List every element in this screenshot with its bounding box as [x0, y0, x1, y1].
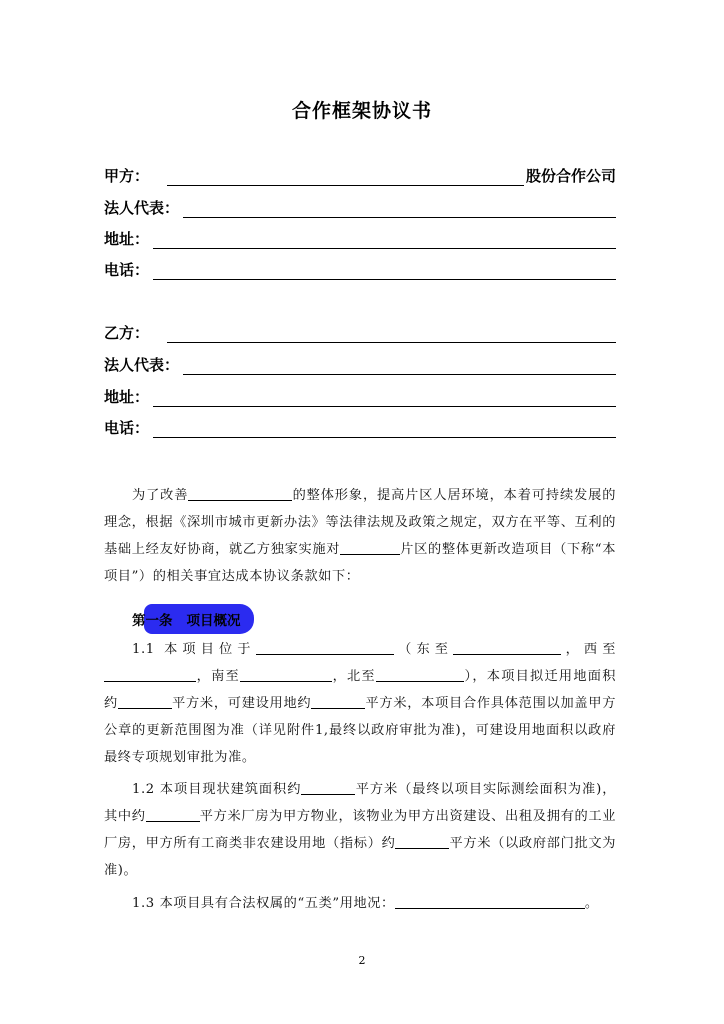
clause-1-1-text-1: 1.1 本项目位于 [132, 642, 256, 657]
clause-1-1-text-2: （东至 [393, 642, 454, 657]
article-1-heading [132, 606, 241, 632]
party-b-rep-label: 法人代表： [104, 356, 180, 374]
party-b-name-label: 乙方： [104, 324, 150, 342]
south-blank[interactable] [240, 667, 332, 682]
party-b-phone-blank[interactable] [153, 423, 616, 438]
five-types-land-blank[interactable] [395, 894, 585, 909]
location-blank[interactable] [256, 640, 394, 655]
page-number: 2 [358, 954, 366, 967]
clause-1-3 [104, 890, 616, 917]
clause-1-1-text-4: ，南至 [196, 669, 240, 684]
building-area-blank[interactable] [301, 780, 355, 795]
party-a-rep-label: 法人代表： [104, 199, 180, 217]
party-a-address-blank[interactable] [153, 234, 616, 249]
party-a-name-row [104, 166, 616, 186]
clause-1-1-text-7: 平方米，可建设用地约 [171, 696, 312, 711]
party-a-phone-blank[interactable] [153, 265, 616, 280]
buildable-area-blank[interactable] [311, 694, 365, 709]
party-b-address-blank[interactable] [153, 392, 616, 407]
party-a-phone-row [104, 260, 616, 280]
party-b-address-label: 地址： [104, 388, 150, 406]
demolition-area-blank[interactable] [118, 694, 172, 709]
factory-area-blank[interactable] [146, 807, 200, 822]
land-index-blank[interactable] [395, 834, 449, 849]
party-a-name-suffix: 股份合作公司 [525, 167, 616, 185]
party-a-address-row [104, 229, 616, 249]
clause-1-1-text-8: 平方米，本项目合作具体范围以加盖甲方公章的更新范围图为准（详见附件1,最终以政府审批为准)，可建设用地面积以政府最终专项规划审批为准。 [104, 696, 617, 765]
west-blank[interactable] [104, 667, 196, 682]
intro-blank-district[interactable] [340, 540, 400, 555]
article-1-number: 第一条 [132, 613, 173, 629]
party-a-address-label: 地址： [104, 230, 150, 248]
clause-1-2-text-3: 平方米厂房为甲方物业，该物业为甲方出资建设、出租及拥有的工业厂房，甲方所有工商类非农建设用地（指标）约 [104, 809, 616, 851]
clause-1-1-text-3: ，西至 [561, 642, 616, 657]
party-a-name-blank[interactable] [167, 171, 524, 186]
party-b-rep-row [104, 355, 616, 375]
north-blank[interactable] [376, 667, 464, 682]
party-b-phone-row [104, 418, 616, 438]
clause-1-2-text-4: 平方米（以政府部门批文为准)。 [104, 836, 616, 878]
party-a-phone-label: 电话： [104, 261, 150, 279]
clause-1-1-text-6: ），本项目拟迁用地面积约 [104, 669, 616, 711]
clause-1-3-text-2: 。 [584, 896, 599, 911]
intro-text-3: 片区的整体更新改造项目（下称“本项目”）的相关事宜达成本协议条款如下： [104, 542, 616, 584]
clause-1-2-text-1: 1.2 本项目现状建筑面积约 [132, 782, 302, 797]
party-b-phone-label: 电话： [104, 419, 150, 437]
clause-1-2-text-2: 平方米（最终以项目实际测绘面积为准)，其中约 [104, 782, 616, 824]
intro-text-2: 的整体形象，提高片区人居环境，本着可持续发展的理念，根据《深圳市城市更新办法》等法律法规及政策之规定，双方在平等、互利的基础上经友好协商，就乙方独家实施对 [104, 488, 616, 557]
party-b-rep-blank[interactable] [183, 360, 616, 375]
intro-blank-area[interactable] [188, 486, 292, 501]
party-a-rep-blank[interactable] [183, 203, 616, 218]
east-blank[interactable] [453, 640, 561, 655]
party-a-rep-row [104, 198, 616, 218]
party-b-name-blank[interactable] [167, 328, 616, 343]
party-b-address-row [104, 387, 616, 407]
clause-1-2 [104, 776, 616, 884]
clause-1-3-text-1: 1.3 本项目具有合法权属的“五类”用地况： [132, 896, 395, 911]
clause-1-1-text-5: ，北至 [331, 669, 376, 684]
clause-1-1 [104, 636, 616, 771]
intro-text-1: 为了改善 [132, 488, 189, 503]
document-title: 合作框架协议书 [291, 100, 432, 122]
intro-paragraph [104, 482, 616, 590]
party-a-name-label: 甲方： [104, 167, 150, 185]
article-1-title: 项目概况 [186, 613, 241, 629]
party-b-name-row [104, 323, 616, 343]
